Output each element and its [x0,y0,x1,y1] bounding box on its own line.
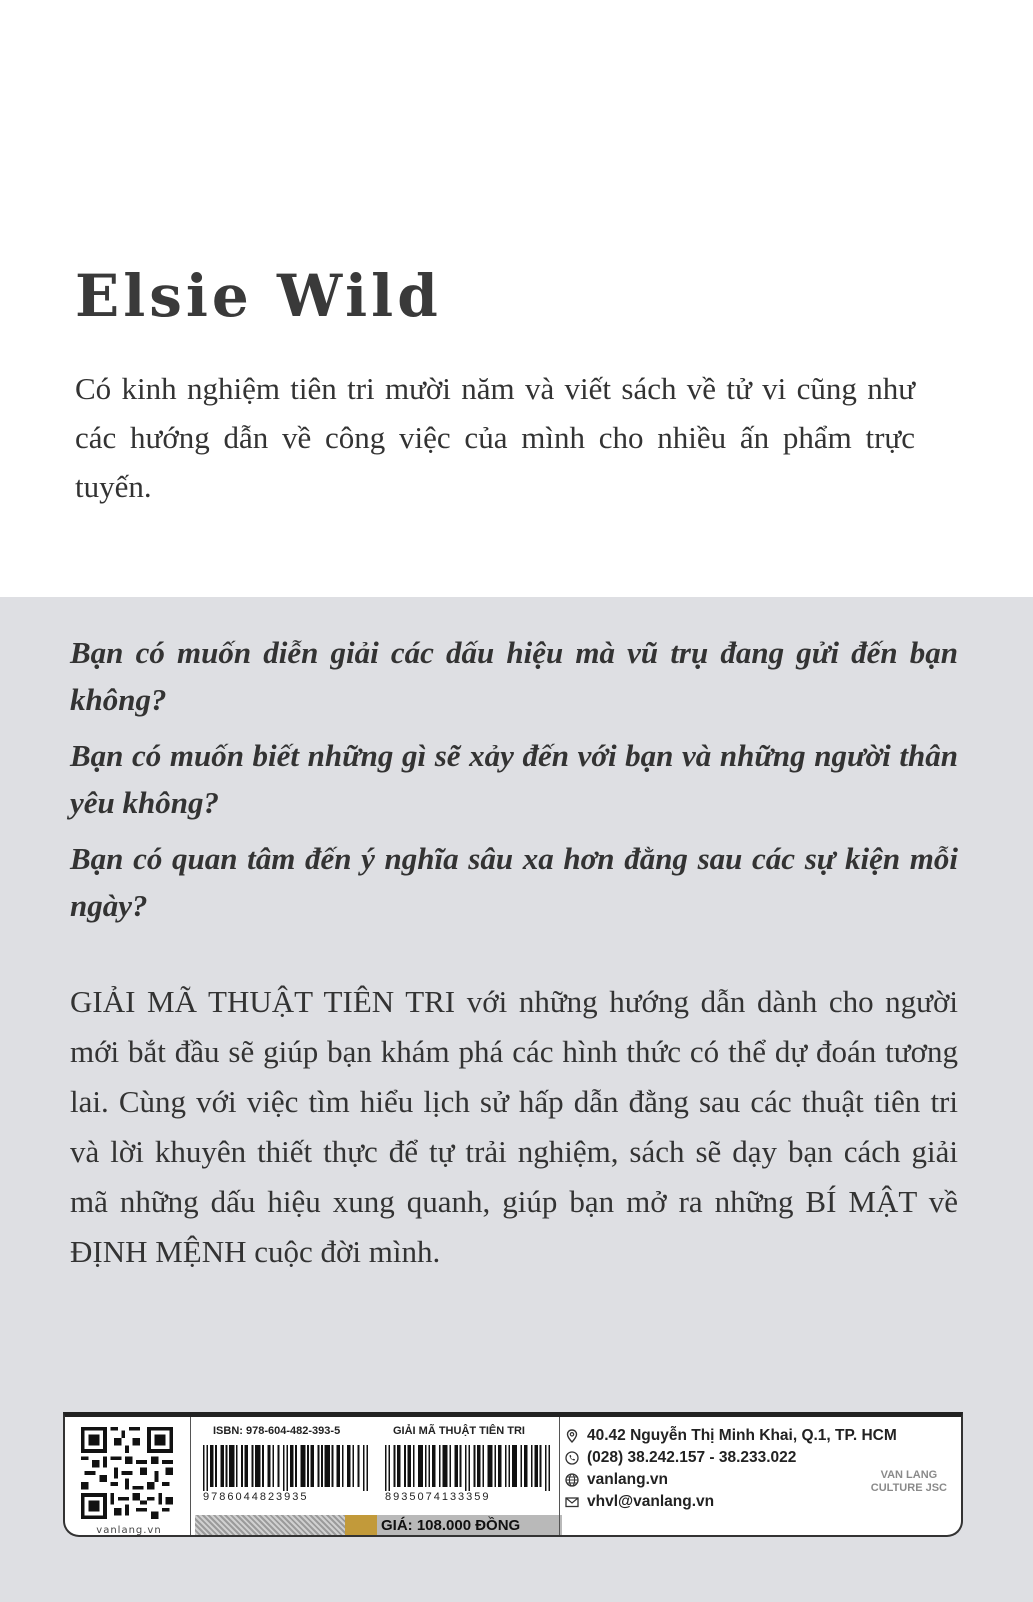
mail-icon [565,1495,579,1509]
barcode-block [195,1417,558,1537]
location-icon [565,1429,579,1443]
globe-icon [565,1473,579,1487]
qr-code-icon[interactable] [81,1427,173,1519]
product-barcode-digits: 8935074133359 [385,1491,491,1503]
book-code-title: GIẢI MÃ THUẬT TIÊN TRI [393,1425,525,1437]
contact-phone: (028) 38.242.157 - 38.233.022 [587,1449,797,1466]
publisher-logo-line1: VAN LANG [880,1469,938,1481]
publisher-logo [871,1469,947,1495]
price-label: GIÁ: 108.000 ĐỒNG [377,1515,562,1537]
publisher-logo-line2: CULTURE JSC [870,1482,947,1494]
phone-icon [565,1451,579,1465]
question-item: Bạn có muốn diễn giải các dấu hiệu mà vũ trụ đang gửi đến bạn không? [70,635,958,717]
pattern-strip [195,1515,345,1537]
contact-website[interactable]: vanlang.vn [587,1471,668,1488]
divider [190,1417,191,1537]
author-bio: Có kinh nghiệm tiên tri mười năm và viết sách về tử vi cũng như các hướng dẫn về công việc của mình cho nhiều ấn phẩm trực tuyến. [75,371,915,504]
author-name: Elsie Wild [75,262,442,330]
qr-block [73,1427,185,1536]
contact-address-row [565,1425,955,1447]
qr-site-label: vanlang.vn [96,1525,162,1536]
divider [559,1417,560,1537]
contact-address: 40.42 Nguyễn Thị Minh Khai, Q.1, TP. HCM [587,1427,897,1444]
publisher-info-bar [63,1412,963,1537]
isbn-barcode-digits: 9786044823935 [203,1491,309,1503]
author-section [0,0,1033,597]
contact-email[interactable]: vhvl@vanlang.vn [587,1493,715,1510]
isbn-label: ISBN: 978-604-482-393-5 [213,1425,341,1437]
question-item: Bạn có quan tâm đến ý nghĩa sâu xa hơn đằng sau các sự kiện mỗi ngày? [70,841,958,923]
isbn-barcode[interactable] [203,1445,368,1491]
product-barcode[interactable] [385,1445,550,1491]
question-list [70,629,958,938]
contact-phone-row [565,1447,955,1469]
book-description: GIẢI MÃ THUẬT TIÊN TRI với những hướng dẫn dành cho người mới bắt đầu sẽ giúp bạn khám phá các hình thức có thể dự đoán tương lai. Cùng với việc tìm hiểu lịch sử hấp dẫn đằng sau các thuật tiên tri và lời khuyên thiết thực để tự trải nghiệm, sách sẽ dạy bạn cách giải mã những dấu hiệu xung quanh, giúp bạn mở ra những BÍ MẬT về ĐỊNH MỆNH cuộc đời mình. [70,984,958,1269]
question-item: Bạn có muốn biết những gì sẽ xảy đến với bạn và những người thân yêu không? [70,738,958,820]
gold-block [345,1515,377,1537]
